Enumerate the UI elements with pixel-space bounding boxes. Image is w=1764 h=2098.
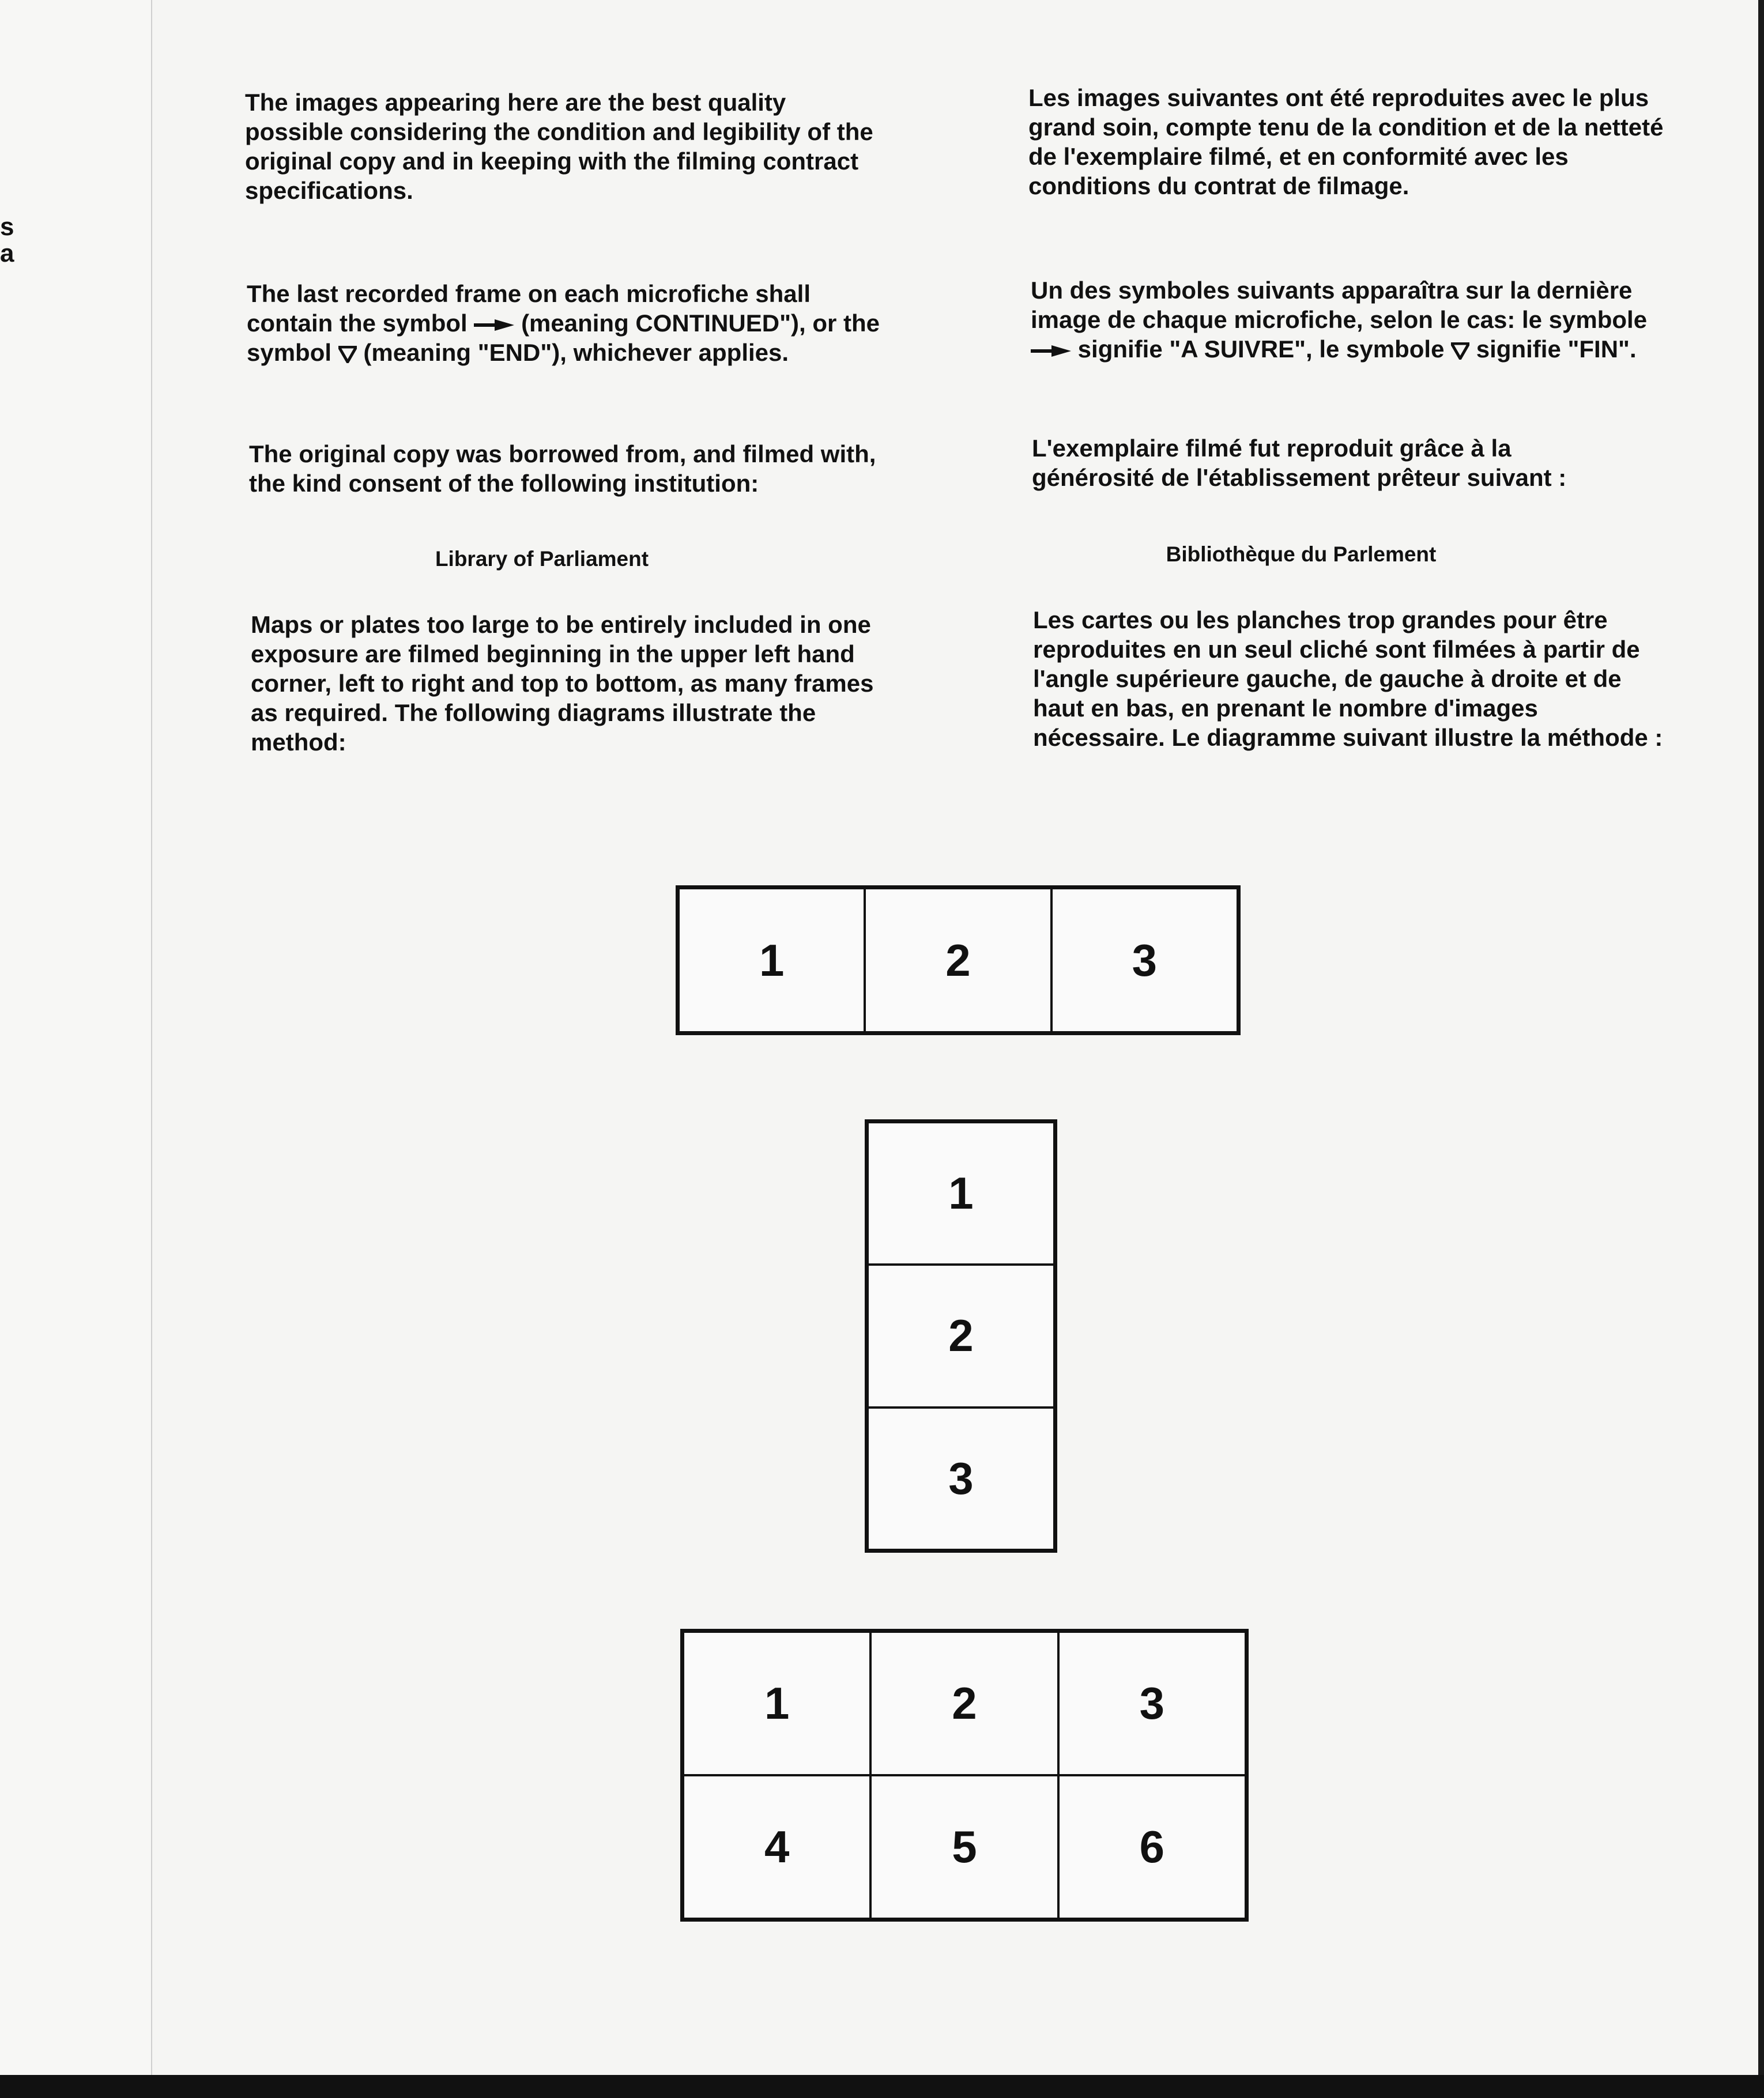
diagram-column-of-three [865,1119,1057,1553]
frame-cell: 1 [683,1632,870,1775]
frame-cell: 4 [683,1775,870,1919]
bottom-border-bar [0,2075,1764,2098]
frame-cell: 1 [679,888,865,1032]
french-paragraph-maps: Les cartes ou les planches trop grandes pour être reproduites en un seul cliché sont filmées à partir de l'angle supérieure gauche, de gauche à droite et de haut en bas, en prenant le nombre d'images nécessaire. Le diagramme suivant illustre la méthode : [1033,606,1663,751]
frame-cell: 3 [1058,1632,1246,1775]
left-margin-strip [0,0,152,2075]
frame-cell: 2 [870,1632,1058,1775]
diagram-grid-two-by-three [680,1629,1249,1922]
right-edge-border [1758,0,1764,2075]
english-symbols-text-b: (meaning CONTINUED"), or the symbol [247,310,880,366]
end-triangle-icon [1451,342,1469,360]
continued-arrow-icon [474,318,514,332]
frame-cell: 3 [868,1408,1054,1550]
english-institution-name: Library of Parliament [435,547,649,571]
margin-char: a [0,239,14,267]
frame-cell: 3 [1051,888,1238,1032]
frame-cell: 2 [868,1265,1054,1407]
french-institution-name: Bibliothèque du Parlement [1166,542,1437,566]
continued-arrow-icon [1031,344,1071,358]
english-paragraph-quality: The images appearing here are the best quality possible considering the condition and legibility of the original copy and in keeping with the filming contract specifications. [245,89,873,204]
english-symbols-text-c: (meaning "END"), whichever applies. [363,339,789,366]
frame-cell: 1 [868,1122,1054,1265]
end-triangle-icon [338,346,357,363]
english-symbols-text-a: The last recorded frame on each microfiche shall contain the symbol [247,280,811,337]
french-paragraph-quality: Les images suivantes ont été reproduites avec le plus grand soin, compte tenu de la condition et de la netteté de l'exemplaire filmé, et en conformité avec les conditions du contrat de filmage. [1028,84,1664,199]
frame-cell: 6 [1058,1775,1246,1919]
diagram-row-of-three [676,885,1241,1035]
frame-cell: 5 [870,1775,1058,1919]
english-paragraph-maps: Maps or plates too large to be entirely included in one exposure are filmed beginning in the upper left hand corner, left to right and top to bottom, as many frames as required. The following diagrams illustrate the method: [251,611,874,756]
english-paragraph-symbols [247,279,887,367]
french-symbols-text-c: signifie "FIN". [1476,335,1637,363]
french-paragraph-symbols [1031,276,1659,364]
french-symbols-text-a: Un des symboles suivants apparaîtra sur la dernière image de chaque microfiche, selon le cas: le symbole [1031,277,1648,333]
french-paragraph-consent: L'exemplaire filmé fut reproduit grâce à la générosité de l'établissement prêteur suivant : [1032,435,1567,491]
margin-char: s [0,213,14,241]
french-symbols-text-b: signifie "A SUIVRE", le symbole [1077,335,1445,363]
frame-cell: 2 [865,888,1051,1032]
english-paragraph-consent: The original copy was borrowed from, and filmed with, the kind consent of the following institution: [249,440,876,497]
